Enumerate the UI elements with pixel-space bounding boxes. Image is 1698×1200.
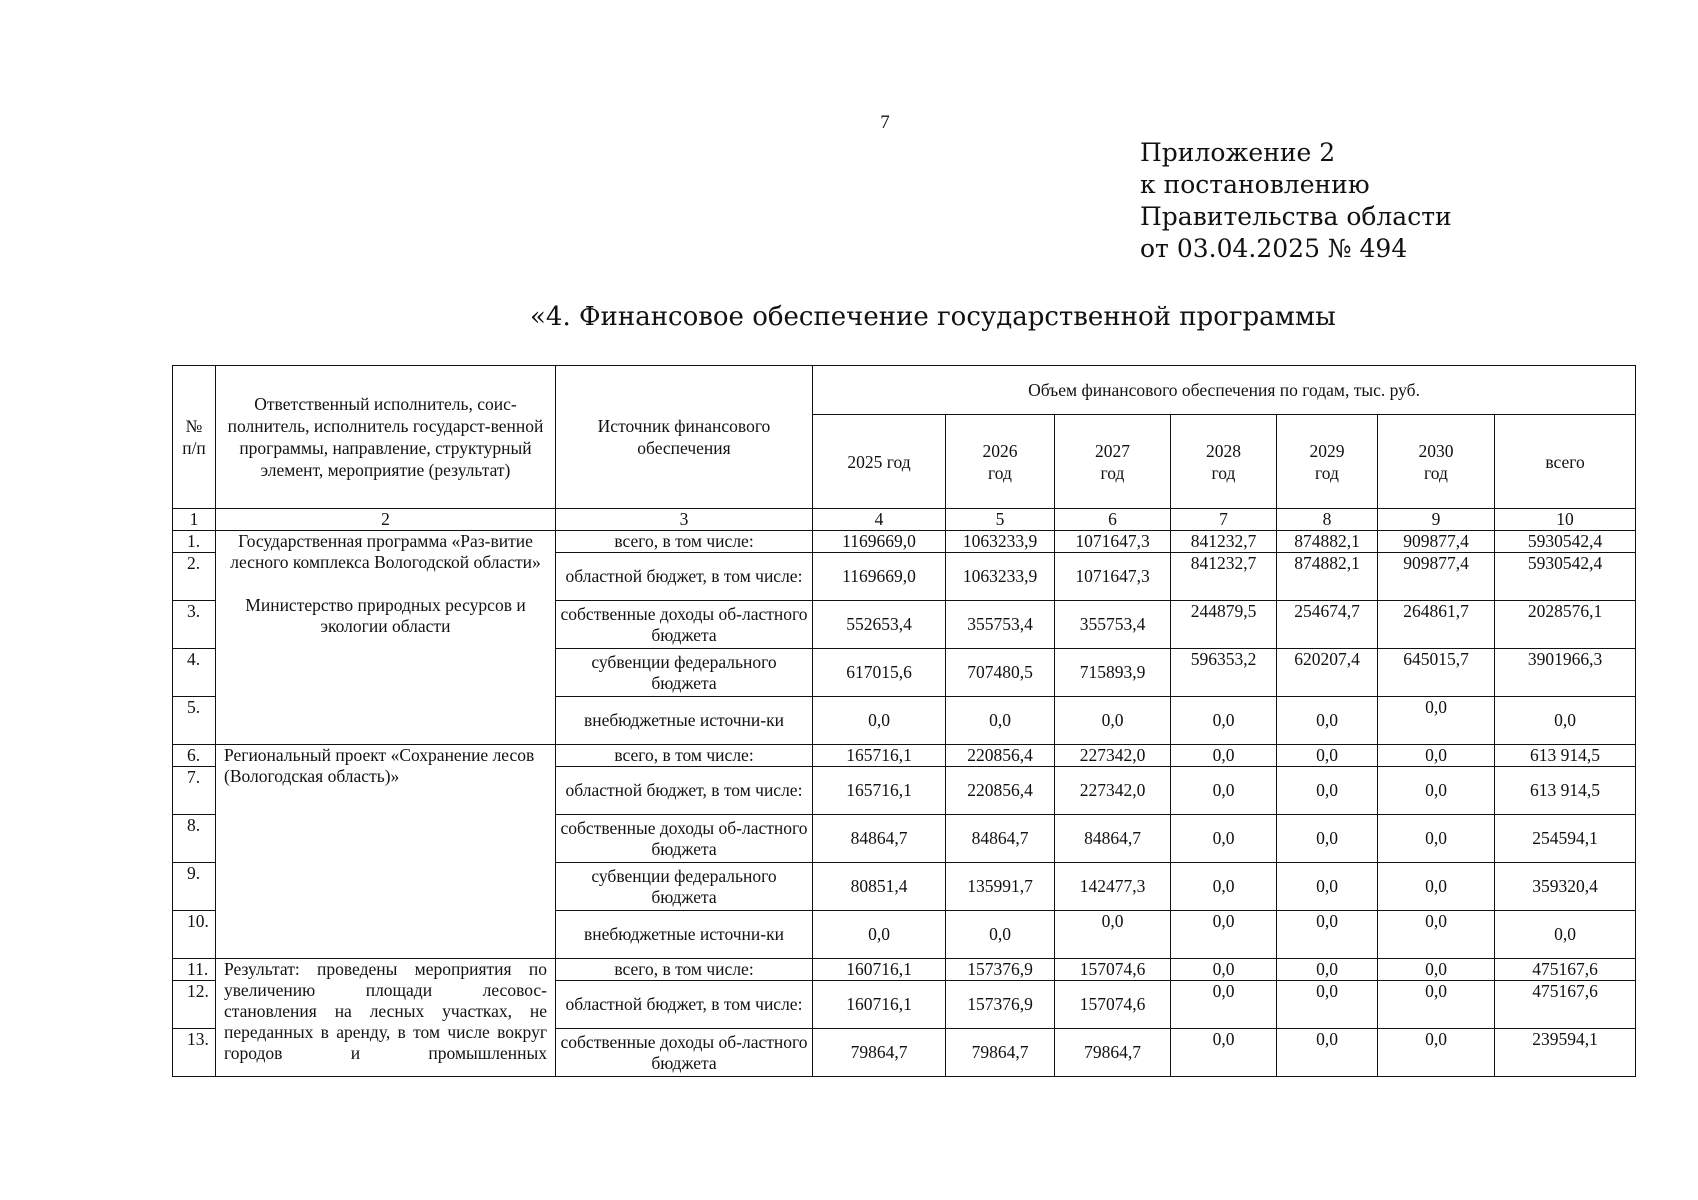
- value-cell: 135991,7: [946, 863, 1055, 911]
- source-cell: всего, в том числе:: [556, 531, 813, 553]
- source-cell: всего, в том числе:: [556, 959, 813, 981]
- value-cell: 220856,4: [946, 745, 1055, 767]
- row-number: 12.: [173, 981, 216, 1029]
- row-number: 4.: [173, 649, 216, 697]
- value-cell: 0,0: [1378, 959, 1495, 981]
- value-cell: 359320,4: [1495, 863, 1636, 911]
- source-cell: собственные доходы об-ластного бюджета: [556, 1029, 813, 1077]
- value-cell: 157376,9: [946, 959, 1055, 981]
- header-year: 2027 год: [1055, 415, 1171, 509]
- value-cell: 909877,4: [1378, 553, 1495, 601]
- value-cell: 0,0: [1277, 911, 1378, 959]
- source-cell: собственные доходы об-ластного бюджета: [556, 601, 813, 649]
- appendix-line: Правительства области: [1140, 202, 1452, 231]
- source-cell: субвенции федерального бюджета: [556, 863, 813, 911]
- page-number: 7: [880, 112, 890, 133]
- value-cell: 0,0: [1378, 815, 1495, 863]
- value-cell: 0,0: [1171, 767, 1277, 815]
- value-cell: 617015,6: [813, 649, 946, 697]
- value-cell: 157074,6: [1055, 959, 1171, 981]
- row-number: 3.: [173, 601, 216, 649]
- value-cell: 0,0: [1277, 767, 1378, 815]
- source-cell: областной бюджет, в том числе:: [556, 981, 813, 1029]
- index-cell: 10: [1495, 509, 1636, 531]
- index-cell: 6: [1055, 509, 1171, 531]
- index-cell: 9: [1378, 509, 1495, 531]
- value-cell: 157074,6: [1055, 981, 1171, 1029]
- value-cell: 0,0: [1495, 911, 1636, 959]
- row-number: 7.: [173, 767, 216, 815]
- value-cell: 79864,7: [946, 1029, 1055, 1077]
- value-cell: 0,0: [1171, 815, 1277, 863]
- value-cell: 5930542,4: [1495, 553, 1636, 601]
- value-cell: 0,0: [1378, 863, 1495, 911]
- value-cell: 79864,7: [1055, 1029, 1171, 1077]
- value-cell: 0,0: [1055, 911, 1171, 959]
- value-cell: 1063233,9: [946, 531, 1055, 553]
- source-cell: всего, в том числе:: [556, 745, 813, 767]
- financing-table: [172, 365, 1636, 1077]
- value-cell: 0,0: [1277, 959, 1378, 981]
- value-cell: 1063233,9: [946, 553, 1055, 601]
- value-cell: 0,0: [1277, 863, 1378, 911]
- appendix-line: Приложение 2: [1140, 138, 1336, 167]
- row-number: 1.: [173, 531, 216, 553]
- value-cell: 0,0: [1171, 1029, 1277, 1077]
- executor-cell: Результат: проведены мероприятия по увеличению площади лесовос-становления на лесных участках, не переданных в аренду, в том числе вокруг городов и промышленных: [216, 959, 556, 1077]
- value-cell: 0,0: [1171, 911, 1277, 959]
- value-cell: 0,0: [1378, 697, 1495, 745]
- row-number: 2.: [173, 553, 216, 601]
- value-cell: 0,0: [1378, 911, 1495, 959]
- index-cell: 2: [216, 509, 556, 531]
- value-cell: 79864,7: [813, 1029, 946, 1077]
- value-cell: 707480,5: [946, 649, 1055, 697]
- header-number: № п/п: [173, 366, 216, 509]
- header-year: 2028 год: [1171, 415, 1277, 509]
- value-cell: 645015,7: [1378, 649, 1495, 697]
- value-cell: 0,0: [1277, 815, 1378, 863]
- value-cell: 613 914,5: [1495, 767, 1636, 815]
- value-cell: 0,0: [1171, 981, 1277, 1029]
- value-cell: 0,0: [1277, 981, 1378, 1029]
- row-number: 11.: [173, 959, 216, 981]
- header-year: 2025 год: [813, 415, 946, 509]
- value-cell: 596353,2: [1171, 649, 1277, 697]
- value-cell: 227342,0: [1055, 745, 1171, 767]
- header-year: 2029 год: [1277, 415, 1378, 509]
- row-number: 8.: [173, 815, 216, 863]
- value-cell: 165716,1: [813, 745, 946, 767]
- appendix-block: [1140, 137, 1452, 265]
- source-cell: субвенции федерального бюджета: [556, 649, 813, 697]
- value-cell: 355753,4: [946, 601, 1055, 649]
- value-cell: 5930542,4: [1495, 531, 1636, 553]
- index-cell: 8: [1277, 509, 1378, 531]
- value-cell: 0,0: [1277, 1029, 1378, 1077]
- value-cell: 0,0: [946, 697, 1055, 745]
- index-cell: 7: [1171, 509, 1277, 531]
- index-cell: 5: [946, 509, 1055, 531]
- row-number: 5.: [173, 697, 216, 745]
- value-cell: 0,0: [813, 911, 946, 959]
- value-cell: 254594,1: [1495, 815, 1636, 863]
- header-year: 2026 год: [946, 415, 1055, 509]
- value-cell: 355753,4: [1055, 601, 1171, 649]
- value-cell: 254674,7: [1277, 601, 1378, 649]
- source-cell: областной бюджет, в том числе:: [556, 767, 813, 815]
- document-title: «4. Финансовое обеспечение государственной программы: [530, 302, 1336, 332]
- value-cell: 244879,5: [1171, 601, 1277, 649]
- row-number: 9.: [173, 863, 216, 911]
- executor-ministry: Министерство природных ресурсов и экологии области: [245, 595, 526, 636]
- source-cell: внебюджетные источни-ки: [556, 911, 813, 959]
- value-cell: 264861,7: [1378, 601, 1495, 649]
- executor-name: Государственная программа «Раз-витие лесного комплекса Вологодской области»: [230, 531, 541, 572]
- source-cell: внебюджетные источни-ки: [556, 697, 813, 745]
- value-cell: 239594,1: [1495, 1029, 1636, 1077]
- value-cell: 1169669,0: [813, 531, 946, 553]
- value-cell: 160716,1: [813, 981, 946, 1029]
- source-cell: областной бюджет, в том числе:: [556, 553, 813, 601]
- value-cell: 1071647,3: [1055, 553, 1171, 601]
- value-cell: 157376,9: [946, 981, 1055, 1029]
- value-cell: 0,0: [813, 697, 946, 745]
- value-cell: 0,0: [1277, 697, 1378, 745]
- value-cell: 0,0: [1378, 767, 1495, 815]
- value-cell: 0,0: [1277, 745, 1378, 767]
- header-volume: Объем финансового обеспечения по годам, тыс. руб.: [813, 366, 1636, 415]
- value-cell: 227342,0: [1055, 767, 1171, 815]
- header-source: Источник финансового обеспечения: [556, 366, 813, 509]
- index-cell: 1: [173, 509, 216, 531]
- value-cell: 0,0: [1171, 863, 1277, 911]
- value-cell: 620207,4: [1277, 649, 1378, 697]
- value-cell: 613 914,5: [1495, 745, 1636, 767]
- header-year: 2030 год: [1378, 415, 1495, 509]
- value-cell: 874882,1: [1277, 531, 1378, 553]
- value-cell: 0,0: [1495, 697, 1636, 745]
- header-executor: Ответственный исполнитель, соис-полнитель, исполнитель государст-венной программы, направление, структурный элемент, мероприятие (результат): [216, 366, 556, 509]
- value-cell: 841232,7: [1171, 553, 1277, 601]
- value-cell: 142477,3: [1055, 863, 1171, 911]
- executor-cell: [216, 531, 556, 745]
- header-total: всего: [1495, 415, 1636, 509]
- value-cell: 1169669,0: [813, 553, 946, 601]
- value-cell: 84864,7: [813, 815, 946, 863]
- value-cell: 475167,6: [1495, 981, 1636, 1029]
- value-cell: 2028576,1: [1495, 601, 1636, 649]
- value-cell: 909877,4: [1378, 531, 1495, 553]
- executor-cell: Региональный проект «Сохранение лесов (Вологодская область)»: [216, 745, 556, 959]
- value-cell: 715893,9: [1055, 649, 1171, 697]
- value-cell: 0,0: [946, 911, 1055, 959]
- value-cell: 3901966,3: [1495, 649, 1636, 697]
- value-cell: 0,0: [1378, 981, 1495, 1029]
- appendix-line: от 03.04.2025 № 494: [1140, 234, 1408, 263]
- value-cell: 84864,7: [946, 815, 1055, 863]
- value-cell: 475167,6: [1495, 959, 1636, 981]
- value-cell: 165716,1: [813, 767, 946, 815]
- value-cell: 84864,7: [1055, 815, 1171, 863]
- value-cell: 0,0: [1171, 959, 1277, 981]
- appendix-line: к постановлению: [1140, 170, 1370, 199]
- value-cell: 80851,4: [813, 863, 946, 911]
- row-number: 13.: [173, 1029, 216, 1077]
- value-cell: 0,0: [1378, 1029, 1495, 1077]
- value-cell: 220856,4: [946, 767, 1055, 815]
- index-cell: 4: [813, 509, 946, 531]
- value-cell: 552653,4: [813, 601, 946, 649]
- value-cell: 874882,1: [1277, 553, 1378, 601]
- value-cell: 841232,7: [1171, 531, 1277, 553]
- row-number: 10.: [173, 911, 216, 959]
- source-cell: собственные доходы об-ластного бюджета: [556, 815, 813, 863]
- value-cell: 1071647,3: [1055, 531, 1171, 553]
- value-cell: 0,0: [1378, 745, 1495, 767]
- value-cell: 0,0: [1171, 697, 1277, 745]
- value-cell: 160716,1: [813, 959, 946, 981]
- value-cell: 0,0: [1171, 745, 1277, 767]
- index-cell: 3: [556, 509, 813, 531]
- value-cell: 0,0: [1055, 697, 1171, 745]
- row-number: 6.: [173, 745, 216, 767]
